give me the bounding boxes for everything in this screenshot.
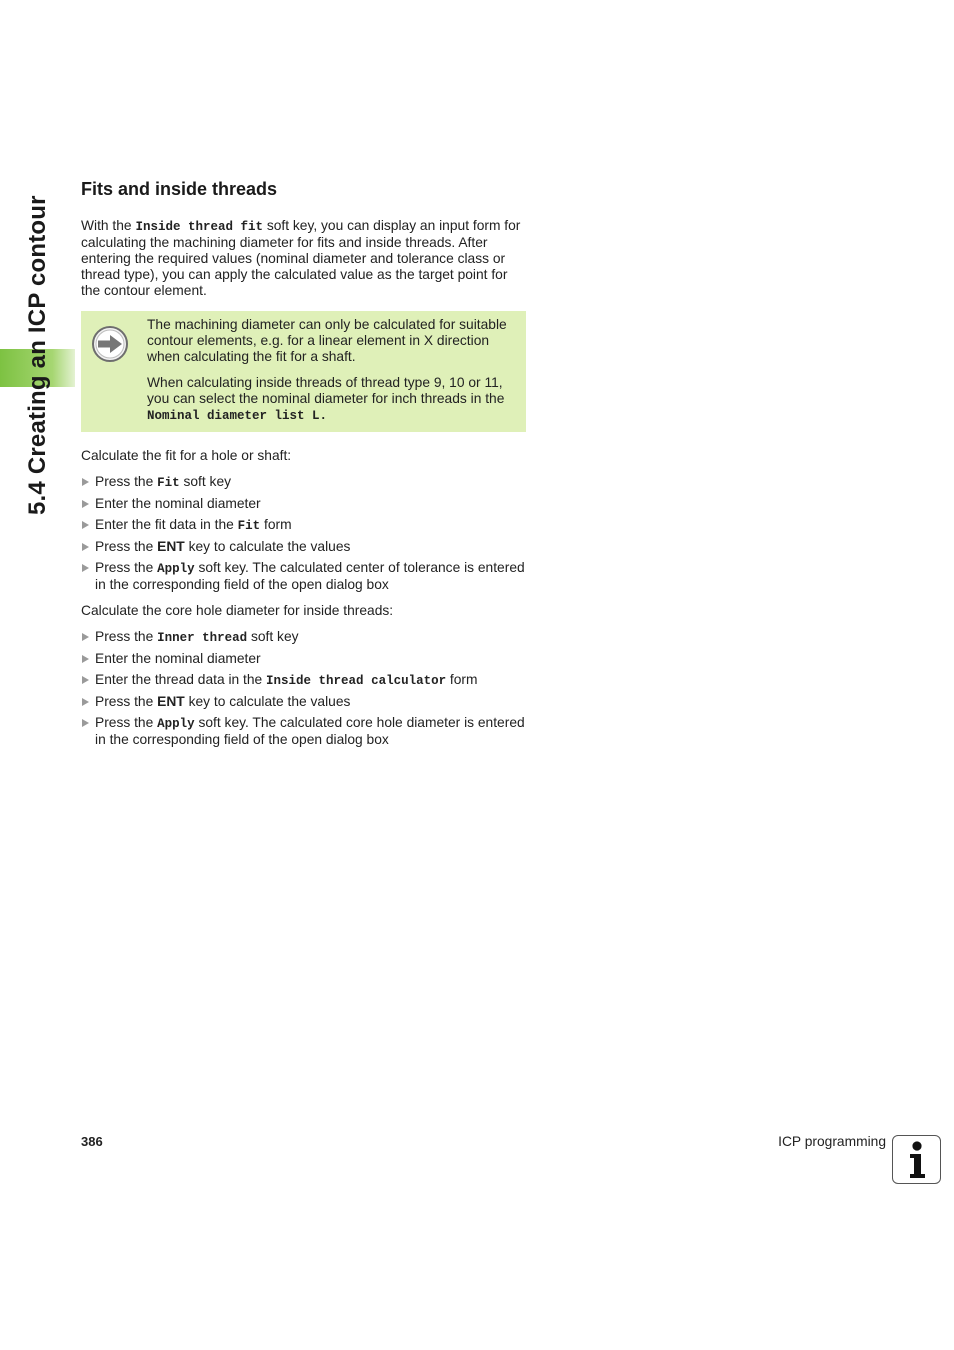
step-text: Enter the nominal diameter [95, 651, 261, 666]
step-text: form [446, 672, 478, 687]
key-label: ENT [157, 694, 185, 709]
step-text: Press the [95, 474, 158, 489]
step-text: soft key. The calculated center of tolerance is entered in the corresponding field of the open dialog box [95, 560, 525, 592]
step-text: Press the [95, 715, 158, 730]
list-item [81, 715, 527, 748]
info-glyph [893, 1136, 939, 1182]
bullet-triangle-icon [82, 633, 89, 641]
list-item [81, 496, 527, 512]
step-text: Enter the thread data in the [95, 672, 267, 687]
intro-paragraph [81, 218, 527, 299]
step-text: key to calculate the values [184, 694, 351, 709]
list-item [81, 560, 527, 593]
thread-lead: Calculate the core hole diameter for inside threads: [81, 603, 394, 618]
bullet-triangle-icon [82, 521, 89, 529]
note-paragraph: The machining diameter can only be calculated for suitable contour elements, e.g. for a linear element in X direction when calculating the fit for a shaft. [147, 317, 507, 364]
softkey-label: Apply [157, 562, 195, 576]
chapter-title: ICP programming [778, 1134, 886, 1149]
step-text: form [260, 517, 292, 532]
step-text: Enter the nominal diameter [95, 496, 261, 511]
list-item [81, 539, 527, 555]
step-text: soft key. The calculated core hole diameter is entered in the corresponding field of the open dialog box [95, 715, 525, 747]
step-text: key to calculate the values [184, 539, 351, 554]
bullet-triangle-icon [82, 655, 89, 663]
info-icon [892, 1135, 941, 1184]
list-item [81, 474, 527, 491]
softkey-label: Fit [157, 476, 180, 490]
intro-text: soft key, you can display an input form for calculating the machining diameter for fits and inside threads. After entering the required values (nominal diameter and tolerance class or thread type), you can apply the calculated value as the target point for the contour element. [81, 218, 521, 298]
softkey-label: Inside thread fit [135, 220, 263, 234]
form-label: Inside thread calculator [266, 674, 447, 688]
step-text: Press the [95, 539, 158, 554]
step-text: soft key [247, 629, 299, 644]
bullet-triangle-icon [82, 698, 89, 706]
main-content [81, 176, 527, 758]
form-label: Fit [237, 519, 261, 533]
note-text: When calculating inside threads of thread type 9, 10 or 11, you can select the nominal diameter for inch threads in the [147, 375, 505, 406]
section-title: 5.4 Creating an ICP contour [24, 195, 51, 515]
arrow-right-icon [91, 325, 129, 363]
list-item [81, 672, 527, 689]
key-label: ENT [157, 539, 185, 554]
list-item [81, 651, 527, 667]
bullet-triangle-icon [82, 478, 89, 486]
step-text: Press the [95, 629, 158, 644]
page-heading: Fits and inside threads [81, 179, 278, 199]
note-box [81, 311, 526, 432]
page-number: 386 [81, 1134, 103, 1149]
softkey-label: Inner thread [157, 631, 248, 645]
bullet-triangle-icon [82, 564, 89, 572]
softkey-label: Apply [157, 717, 195, 731]
bullet-triangle-icon [82, 500, 89, 508]
step-text: soft key [179, 474, 232, 489]
list-item [81, 517, 527, 534]
fit-lead: Calculate the fit for a hole or shaft: [81, 448, 292, 463]
fit-steps [81, 474, 527, 593]
list-item [81, 629, 527, 646]
list-label: Nominal diameter list L. [147, 409, 328, 423]
list-item [81, 694, 527, 710]
bullet-triangle-icon [82, 543, 89, 551]
intro-text: With the [81, 218, 136, 233]
step-text: Press the [95, 560, 158, 575]
thread-steps [81, 629, 527, 748]
step-text: Enter the fit data in the [95, 517, 238, 532]
bullet-triangle-icon [82, 676, 89, 684]
note-paragraph [147, 375, 514, 424]
step-text: Press the [95, 694, 158, 709]
bullet-triangle-icon [82, 719, 89, 727]
